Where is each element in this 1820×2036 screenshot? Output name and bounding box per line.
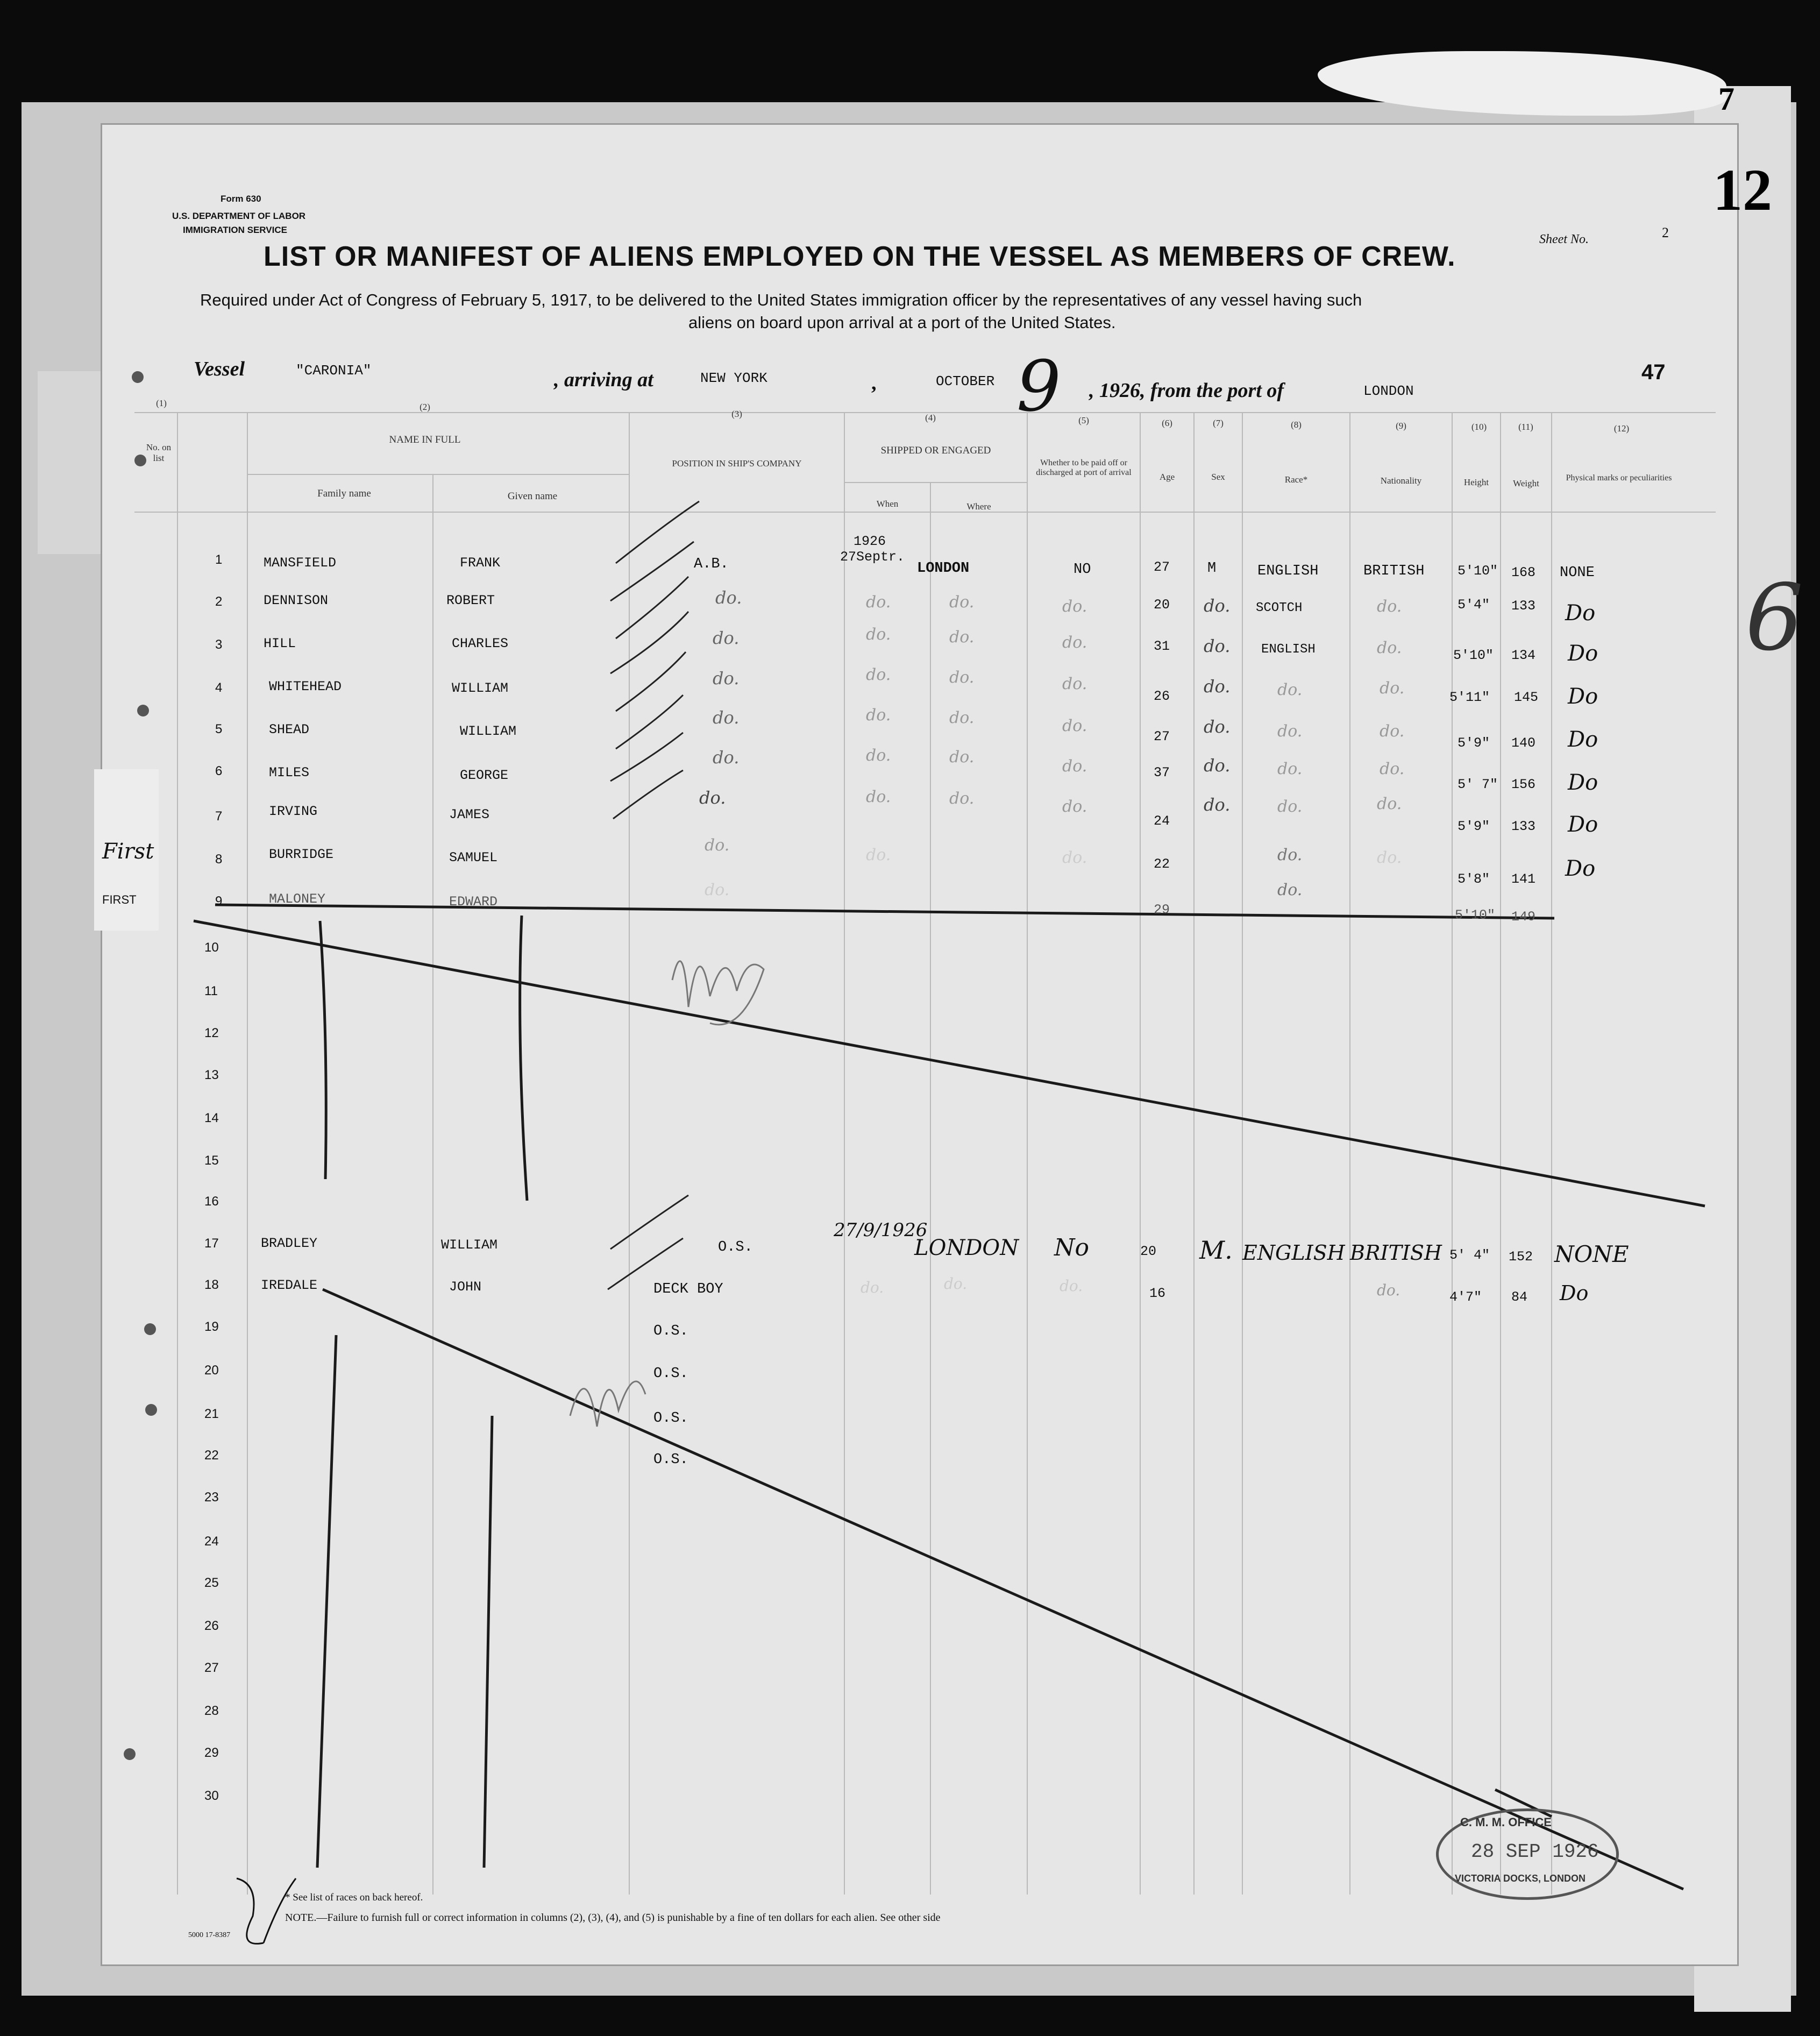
arrival-year: , 1926, from the port of	[1089, 379, 1284, 402]
service-line: IMMIGRATION SERVICE	[183, 225, 287, 235]
age: 27	[1154, 559, 1170, 575]
punch-hole	[124, 1748, 136, 1760]
position: do.	[713, 747, 740, 768]
position: O.S.	[653, 1323, 688, 1339]
nationality: do.	[1377, 848, 1402, 867]
sex: do.	[1204, 676, 1231, 697]
physical-marks: Do	[1568, 684, 1598, 709]
row-number: 7	[215, 809, 223, 824]
shipped-when: do.	[866, 846, 891, 864]
margin-note-first-typed: FIRST	[102, 893, 137, 906]
row-number: 24	[204, 1534, 219, 1549]
row-number: 28	[204, 1704, 219, 1718]
row-number: 15	[204, 1153, 219, 1168]
col2-given-header: Given name	[507, 491, 558, 502]
paid-off: No	[1054, 1234, 1089, 1261]
shipped-when: do.	[866, 746, 891, 765]
height: 5'9"	[1458, 819, 1490, 834]
height: 4'7"	[1449, 1289, 1482, 1305]
col2-number: (2)	[420, 402, 430, 412]
col12-header: Physical marks or peculiarities	[1566, 473, 1672, 483]
col9-number: (9)	[1396, 421, 1406, 431]
col11-header: Weight	[1513, 478, 1539, 488]
department-line: U.S. DEPARTMENT OF LABOR	[172, 211, 306, 221]
height: 5'11"	[1449, 690, 1490, 705]
age: 27	[1154, 729, 1170, 744]
age: 22	[1154, 856, 1170, 872]
footer-note-races: * See list of races on back hereof.	[285, 1892, 423, 1903]
punch-hole	[144, 1323, 156, 1335]
given-name: GEORGE	[460, 768, 509, 783]
position: O.S.	[718, 1239, 753, 1255]
family-name: BURRIDGE	[269, 847, 334, 862]
family-name: MILES	[269, 765, 310, 781]
stamp-bottom-text: VICTORIA DOCKS, LONDON	[1455, 1873, 1586, 1884]
paid-off: do.	[1062, 797, 1087, 816]
punch-hole	[132, 371, 144, 383]
race: do.	[1277, 846, 1303, 864]
position: do.	[705, 836, 730, 855]
given-name: JAMES	[449, 807, 490, 822]
row-number: 26	[204, 1619, 219, 1633]
physical-marks: NONE	[1560, 565, 1595, 581]
page-reference: 47	[1641, 360, 1666, 384]
age: 29	[1154, 902, 1170, 918]
paid-off: NO	[1073, 562, 1091, 578]
office-stamp	[1436, 1808, 1619, 1900]
col12-number: (12)	[1613, 423, 1630, 434]
col6-number: (6)	[1162, 418, 1172, 428]
height: 5'8"	[1458, 871, 1490, 887]
shipped-where: do.	[949, 668, 975, 687]
row-number: 1	[215, 552, 223, 567]
position: do.	[713, 628, 740, 648]
height: 5' 7"	[1458, 777, 1498, 792]
paid-off: do.	[1062, 757, 1087, 776]
shipped-when: do.	[866, 665, 891, 684]
col7-header: Sex	[1211, 472, 1225, 482]
race: do.	[1277, 722, 1303, 741]
race: do.	[1277, 680, 1303, 699]
row-number: 6	[215, 764, 223, 778]
subtitle-line-1: Required under Act of Congress of February 5, 1917, to be delivered to the United States immigration officer by the representatives of any vessel having such	[200, 290, 1362, 309]
physical-marks: NONE	[1554, 1241, 1629, 1267]
arrival-port: NEW YORK	[700, 370, 767, 386]
departure-port: LONDON	[1363, 383, 1414, 399]
given-name: ROBERT	[446, 593, 495, 608]
height: 5'10"	[1455, 907, 1496, 923]
given-name: FRANK	[460, 555, 501, 571]
col9-header: Nationality	[1380, 476, 1422, 486]
row-number: 17	[204, 1236, 219, 1251]
col2-family-header: Family name	[317, 488, 371, 499]
family-name: IRVING	[269, 804, 318, 819]
shipped-where: do.	[949, 708, 975, 727]
sex: M.	[1199, 1236, 1233, 1265]
given-name: EDWARD	[449, 894, 498, 910]
weight: 152	[1509, 1249, 1533, 1265]
physical-marks: Do	[1568, 641, 1598, 666]
race: do.	[1277, 881, 1303, 899]
sheet-label: Sheet No.	[1539, 232, 1589, 246]
position: do.	[713, 668, 740, 689]
col4-number: (4)	[925, 413, 936, 423]
family-name: HILL	[264, 636, 296, 651]
nationality: BRITISH	[1350, 1241, 1442, 1265]
sex: do.	[1204, 595, 1231, 616]
col8-header: Race*	[1284, 474, 1308, 485]
age: 20	[1140, 1244, 1157, 1259]
position: do.	[699, 788, 726, 808]
col4-when-header: When	[876, 499, 899, 509]
age: 24	[1154, 813, 1170, 829]
subtitle-line-2: aliens on board upon arrival at a port of the United States.	[688, 313, 1116, 332]
form-code: 5000 17-8387	[188, 1931, 231, 1939]
arriving-label: , arriving at	[554, 368, 653, 391]
nationality: BRITISH	[1363, 563, 1425, 579]
shipped-when: do.	[866, 625, 891, 644]
race: ENGLISH	[1257, 563, 1319, 579]
col3-header: POSITION IN SHIP'S COMPANY	[672, 458, 802, 469]
row-number: 27	[204, 1661, 219, 1675]
weight: 140	[1511, 735, 1536, 751]
punch-hole	[137, 705, 149, 716]
height: 5'10"	[1453, 648, 1494, 663]
weight: 156	[1511, 777, 1536, 792]
col5-header: Whether to be paid off or discharged at port of arrival	[1036, 458, 1132, 477]
stamp-top-text: C. M. M. OFFICE	[1460, 1815, 1552, 1829]
age: 26	[1154, 689, 1170, 704]
nationality: do.	[1377, 794, 1402, 813]
row-number: 25	[204, 1576, 219, 1590]
table-grid	[102, 125, 1737, 1964]
row-number: 29	[204, 1746, 219, 1760]
nationality: do.	[1377, 639, 1402, 657]
given-name: WILLIAM	[460, 723, 517, 739]
weight: 168	[1511, 565, 1536, 580]
weight: 84	[1511, 1289, 1528, 1305]
given-name: WILLIAM	[441, 1237, 498, 1253]
position: O.S.	[653, 1366, 688, 1382]
shipped-where: do.	[944, 1275, 968, 1293]
height: 5'9"	[1458, 735, 1490, 751]
row-number: 8	[215, 852, 223, 867]
shipped-when: 1926 27Septr.	[840, 534, 905, 565]
age: 31	[1154, 639, 1170, 654]
position: do.	[705, 881, 730, 899]
arrival-month: OCTOBER	[936, 373, 995, 389]
family-name: MALONEY	[269, 891, 326, 907]
family-name: MANSFIELD	[264, 555, 337, 571]
row-number: 22	[204, 1448, 219, 1463]
age: 20	[1154, 597, 1170, 613]
shipped-where: do.	[949, 789, 975, 808]
row-number: 9	[215, 894, 223, 909]
shipped-when: do.	[861, 1279, 884, 1296]
nationality: do.	[1377, 597, 1402, 616]
race: ENGLISH	[1261, 642, 1316, 657]
weight: 145	[1514, 690, 1539, 705]
row-number: 30	[204, 1789, 219, 1803]
sex: M	[1207, 561, 1217, 577]
row-number: 19	[204, 1320, 219, 1334]
col2-header: NAME IN FULL	[389, 434, 461, 445]
edge-mark-top-right: 12	[1713, 157, 1772, 223]
vessel-label: Vessel	[194, 358, 245, 380]
shipped-where: do.	[949, 748, 975, 767]
given-name: SAMUEL	[449, 850, 498, 866]
row-number: 20	[204, 1363, 219, 1378]
nationality: do.	[1380, 679, 1405, 698]
edge-mark-right-top: 7	[1718, 81, 1734, 117]
shipped-where: do.	[949, 628, 975, 647]
nationality: do.	[1380, 760, 1405, 778]
physical-marks: Do	[1568, 812, 1598, 837]
page-title: LIST OR MANIFEST OF ALIENS EMPLOYED ON THE VESSEL AS MEMBERS OF CREW.	[264, 241, 1456, 272]
sheet-number: 2	[1662, 225, 1669, 240]
position: O.S.	[653, 1410, 688, 1427]
row-number: 3	[215, 637, 223, 652]
row-number: 10	[204, 940, 219, 955]
col1-number: (1)	[156, 398, 167, 408]
position: O.S.	[653, 1452, 688, 1468]
given-name: WILLIAM	[452, 680, 509, 696]
col5-number: (5)	[1078, 415, 1089, 425]
row-number: 23	[204, 1490, 219, 1505]
stamp-date: 28 SEP 1926	[1471, 1841, 1599, 1863]
manifest-page	[102, 125, 1737, 1964]
family-name: SHEAD	[269, 722, 310, 737]
weight: 134	[1511, 648, 1536, 663]
punch-hole	[145, 1404, 157, 1416]
paid-off: do.	[1062, 848, 1087, 867]
nationality: do.	[1377, 1281, 1400, 1299]
col4-header: SHIPPED OR ENGAGED	[880, 445, 991, 456]
arrival-day: 9	[1016, 345, 1061, 427]
row-number: 21	[204, 1407, 219, 1421]
col10-header: Height	[1463, 477, 1489, 487]
shipped-when: 27/9/1926	[834, 1219, 928, 1241]
row-number: 12	[204, 1026, 219, 1040]
sex: do.	[1204, 794, 1231, 815]
given-name: CHARLES	[452, 636, 509, 651]
family-name: IREDALE	[261, 1278, 318, 1293]
edge-mark-right-mid: 6	[1745, 565, 1804, 671]
family-name: WHITEHEAD	[269, 679, 342, 694]
sex: do.	[1204, 636, 1231, 656]
race: do.	[1277, 797, 1303, 816]
race: ENGLISH	[1242, 1241, 1345, 1265]
weight: 133	[1511, 598, 1536, 614]
position: A.B.	[694, 556, 729, 572]
shipped-where: do.	[949, 593, 975, 612]
position: do.	[713, 707, 740, 728]
shipped-when: do.	[866, 788, 891, 806]
shipped-where: LONDON	[917, 561, 970, 577]
row-number: 5	[215, 722, 223, 736]
row-number: 11	[204, 984, 218, 998]
physical-marks: Do	[1568, 770, 1598, 795]
paid-off: do.	[1062, 675, 1087, 693]
physical-marks: Do	[1565, 856, 1596, 881]
paid-off: do.	[1062, 716, 1087, 735]
paid-off: do.	[1062, 597, 1087, 616]
nationality: do.	[1380, 722, 1405, 741]
family-name: DENNISON	[264, 593, 329, 608]
age: 37	[1154, 765, 1170, 781]
position: do.	[715, 587, 742, 608]
col7-number: (7)	[1213, 418, 1224, 428]
position: DECK BOY	[653, 1281, 723, 1297]
row-number: 2	[215, 594, 223, 609]
punch-hole	[134, 455, 146, 466]
physical-marks: Do	[1565, 601, 1596, 626]
col6-header: Age	[1159, 472, 1175, 482]
col3-number: (3)	[731, 409, 742, 419]
col1-header: No. on list	[146, 442, 172, 463]
weight: 149	[1511, 909, 1536, 925]
col11-number: (11)	[1518, 422, 1533, 432]
family-name: BRADLEY	[261, 1236, 318, 1251]
col8-number: (8)	[1291, 420, 1302, 430]
shipped-when: do.	[866, 593, 891, 612]
arrival-comma: ,	[871, 372, 877, 394]
row-number: 13	[204, 1068, 219, 1082]
shipped-where: LONDON	[914, 1236, 1019, 1260]
given-name: JOHN	[449, 1279, 482, 1295]
row-number: 16	[204, 1194, 219, 1209]
row-number: 18	[204, 1278, 219, 1292]
height: 5'10"	[1458, 563, 1498, 579]
form-number: Form 630	[221, 194, 261, 204]
physical-marks: Do	[1560, 1281, 1589, 1305]
age: 16	[1149, 1286, 1166, 1301]
paid-off: do.	[1062, 633, 1087, 652]
sex: do.	[1204, 755, 1231, 776]
physical-marks: Do	[1568, 727, 1598, 752]
weight: 133	[1511, 819, 1536, 834]
col10-number: (10)	[1471, 422, 1487, 432]
sex: do.	[1204, 716, 1231, 737]
row-number: 4	[215, 680, 223, 695]
race: SCOTCH	[1256, 601, 1303, 615]
shipped-when: do.	[866, 706, 891, 725]
paid-off: do.	[1060, 1277, 1083, 1295]
row-number: 14	[204, 1111, 219, 1125]
footer-note-penalty: NOTE.—Failure to furnish full or correct information in columns (2), (3), (4), and (5) is punishable by a fine of ten dollars for each alien. See other side	[285, 1912, 941, 1924]
col4-where-header: Where	[966, 501, 991, 512]
height: 5' 4"	[1449, 1247, 1490, 1263]
side-card	[38, 371, 108, 554]
margin-note-first-script: First	[102, 839, 154, 864]
vessel-name: "CARONIA"	[296, 363, 372, 379]
race: do.	[1277, 760, 1303, 778]
weight: 141	[1511, 871, 1536, 887]
height: 5'4"	[1458, 597, 1490, 613]
